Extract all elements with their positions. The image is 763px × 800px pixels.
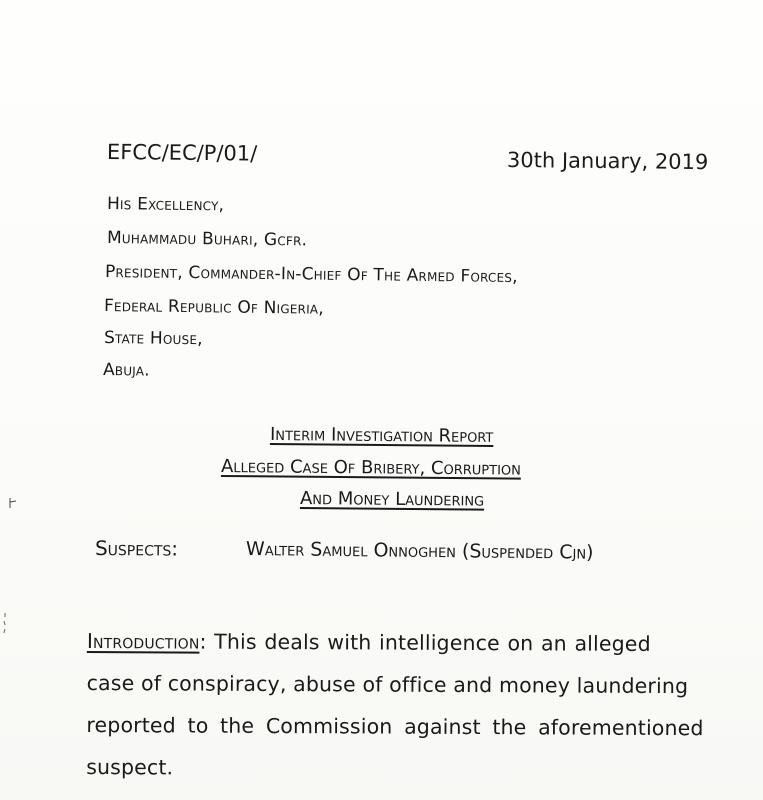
report-title-line-1: Interim Investigation Report	[269, 424, 494, 447]
margin-mark	[8, 497, 18, 509]
suspects-value: Walter Samuel Onnoghen (Suspended Cjn)	[245, 538, 594, 564]
introduction-label: Introduction	[86, 628, 200, 654]
addressee-country: Federal Republic Of Nigeria,	[103, 296, 325, 319]
introduction-line-1-text: : This deals with intelligence on an alleged	[199, 629, 651, 656]
introduction-line-1	[87, 620, 747, 665]
addressee-name: Muhammadu Buhari, Gcfr.	[106, 228, 308, 251]
report-title-line-2: Alleged Case Of Bribery, Corruption	[220, 456, 522, 480]
reference-number: EFCC/EC/P/01/	[106, 140, 258, 166]
report-title-line-3: And Money Laundering	[299, 488, 485, 511]
introduction-paragraph	[86, 620, 747, 791]
introduction-line-3: reported to the Commission against the aforementioned	[86, 712, 704, 741]
addressee-city: Abuja.	[102, 360, 150, 381]
margin-mark	[2, 612, 8, 634]
addressee-title: President, Commander-In-Chief Of The Armed Forces,	[104, 262, 518, 288]
addressee-office: State House,	[103, 328, 203, 350]
letter-date: 30th January, 2019	[506, 148, 709, 175]
introduction-line-2: case of conspiracy, abuse of office and money laundering	[86, 670, 689, 699]
introduction-line-4: suspect.	[86, 754, 174, 780]
suspects-label: Suspects:	[94, 536, 179, 561]
addressee-salutation: His Excellency,	[106, 194, 225, 216]
